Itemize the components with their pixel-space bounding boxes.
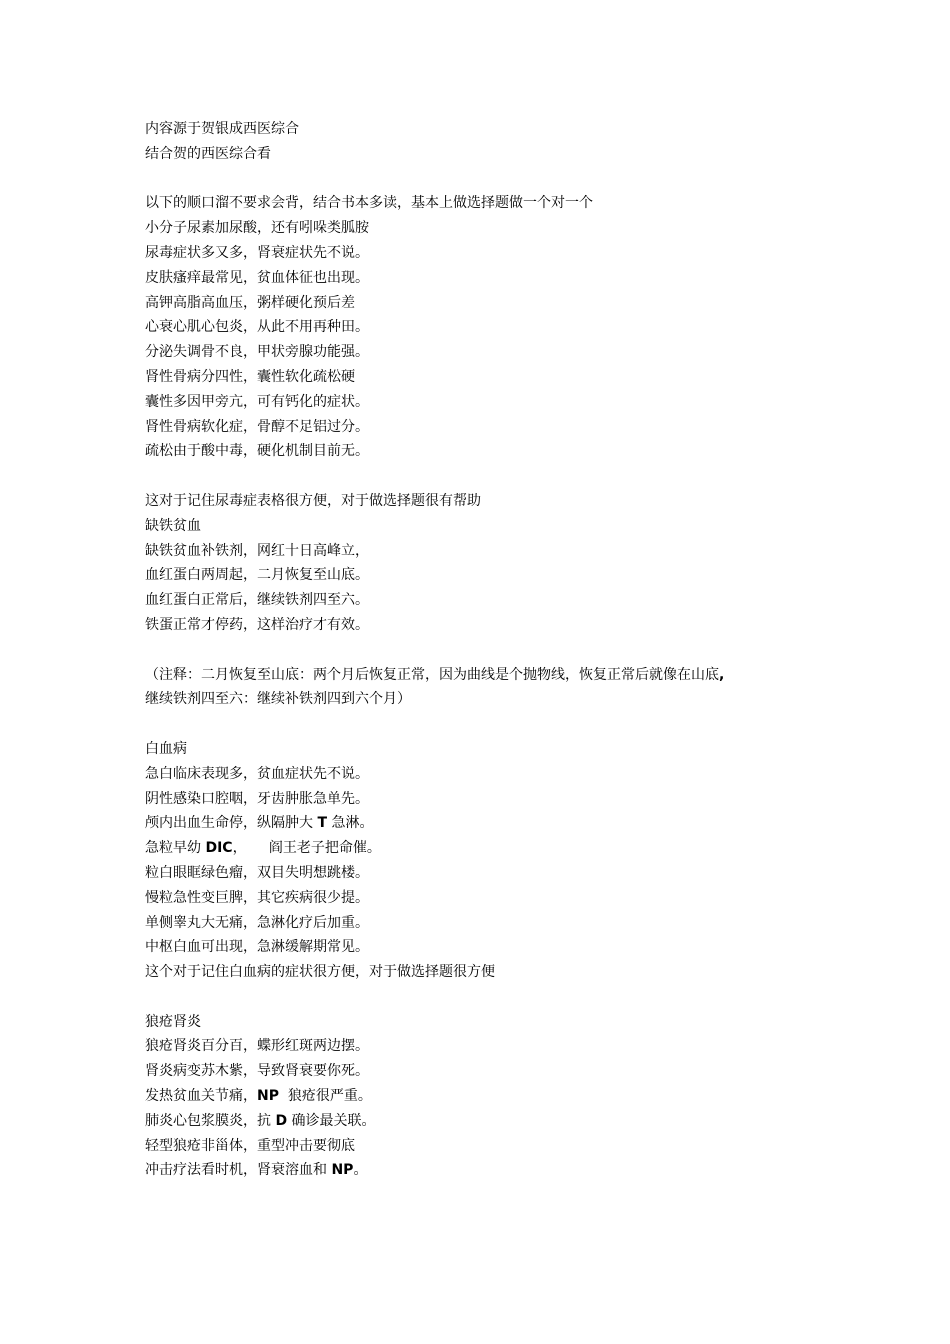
verse-line: 小分子尿素加尿酸，还有吲哚类胍胺 bbox=[145, 220, 369, 237]
verse-text: 急淋。 bbox=[327, 815, 374, 832]
verse-text: 确诊最关联。 bbox=[287, 1112, 376, 1129]
verse-line: 皮肤瘙痒最常见，贫血体征也出现。 bbox=[145, 269, 369, 286]
bold-term: DIC bbox=[205, 840, 233, 857]
verse-line: 尿毒症状多又多，肾衰症状先不说。 bbox=[145, 244, 369, 261]
bold-term: NP bbox=[331, 1162, 354, 1179]
document-page bbox=[145, 117, 845, 1183]
verse-text: 狼疮很严重。 bbox=[278, 1088, 372, 1105]
verse-line: 血红蛋白正常后，继续铁剂四至六。 bbox=[145, 592, 369, 609]
bold-term: D bbox=[275, 1112, 288, 1129]
verse-line: 分泌失调骨不良，甲状旁腺功能强。 bbox=[145, 344, 369, 361]
verse-text: 急粒早幼 bbox=[145, 840, 206, 857]
anemia-note-text: （注释：二月恢复至山底：两个月后恢复正常，因为曲线是个抛物线，恢复正常后就像在山底 bbox=[145, 666, 719, 683]
blank-line bbox=[145, 638, 845, 663]
anemia-note-comma: , bbox=[719, 666, 725, 683]
verse-line: 狼疮肾炎百分百，蝶形红斑两边摆。 bbox=[145, 1038, 369, 1055]
anemia-note-line bbox=[145, 663, 845, 688]
uremia-summary: 这对于记住尿毒症表格很方便，对于做选择题很有帮助 bbox=[145, 492, 481, 509]
verse-line: 心衰心肌心包炎，从此不用再种田。 bbox=[145, 319, 369, 336]
verse-line: 轻型狼疮非甾体，重型冲击要彻底 bbox=[145, 1137, 355, 1154]
verse-line: 阴性感染口腔咽，牙齿肿胀急单先。 bbox=[145, 790, 369, 807]
verse-line: 血红蛋白两周起，二月恢复至山底。 bbox=[145, 567, 369, 584]
verse-line: 疏松由于酸中毒，硬化机制目前无。 bbox=[145, 443, 369, 460]
verse-line: 高钾高脂高血压，粥样硬化预后差 bbox=[145, 294, 355, 311]
verse-text: 肺炎心包浆膜炎，抗 bbox=[145, 1112, 276, 1129]
verse-line: 中枢白血可出现，急淋缓解期常见。 bbox=[145, 939, 369, 956]
verse-line: 囊性多因甲旁亢，可有钙化的症状。 bbox=[145, 393, 369, 410]
verse-text: 冲击疗法看时机，肾衰溶血和 bbox=[145, 1162, 332, 1179]
verse-line: 急白临床表现多，贫血症状先不说。 bbox=[145, 765, 369, 782]
blank-line bbox=[145, 464, 845, 489]
blank-line bbox=[145, 985, 845, 1010]
leukemia-summary: 这个对于记住白血病的症状很方便，对于做选择题很方便 bbox=[145, 964, 495, 981]
intro-line: 结合贺的西医综合看 bbox=[145, 145, 271, 162]
verse-text: 。 bbox=[353, 1162, 368, 1179]
verse-line: 肾性骨病分四性，囊性软化疏松硬 bbox=[145, 368, 355, 385]
verse-line: 粒白眼眶绿色瘤，双目失明想跳楼。 bbox=[145, 864, 369, 881]
verse-line: 单侧睾丸大无痛，急淋化疗后加重。 bbox=[145, 914, 369, 931]
verse-line: 肾性骨病软化症，骨醇不足铝过分。 bbox=[145, 418, 369, 435]
intro-line: 内容源于贺银成西医综合 bbox=[145, 121, 299, 137]
section-title-anemia: 缺铁贫血 bbox=[145, 517, 201, 534]
verse-line: 慢粒急性变巨脾，其它疾病很少提。 bbox=[145, 889, 369, 906]
verse-line: 铁蛋正常才停药，这样治疗才有效。 bbox=[145, 616, 369, 633]
blank-line bbox=[145, 712, 845, 737]
verse-line bbox=[145, 811, 845, 836]
uremia-note: 以下的顺口溜不要求会背，结合书本多读，基本上做选择题做一个对一个 bbox=[145, 195, 593, 212]
verse-line bbox=[145, 1158, 845, 1183]
bold-term: T bbox=[317, 815, 328, 832]
blank-line bbox=[145, 167, 845, 192]
verse-line bbox=[145, 836, 845, 861]
verse-line: 肾炎病变苏木紫，导致肾衰要你死。 bbox=[145, 1063, 369, 1080]
verse-line bbox=[145, 1109, 845, 1134]
bold-term: NP bbox=[257, 1088, 279, 1105]
verse-text: ， 阎王老子把命催。 bbox=[232, 840, 381, 857]
verse-text: 颅内出血生命停，纵隔肿大 bbox=[145, 815, 318, 832]
verse-text: 发热贫血关节痛， bbox=[145, 1088, 257, 1105]
section-title-leukemia: 白血病 bbox=[145, 740, 187, 757]
verse-line bbox=[145, 1084, 845, 1109]
section-title-lupus: 狼疮肾炎 bbox=[145, 1013, 201, 1030]
anemia-note-line: 继续铁剂四至六：继续补铁剂四到六个月） bbox=[145, 691, 411, 708]
verse-line: 缺铁贫血补铁剂，网红十日高峰立， bbox=[145, 542, 369, 559]
